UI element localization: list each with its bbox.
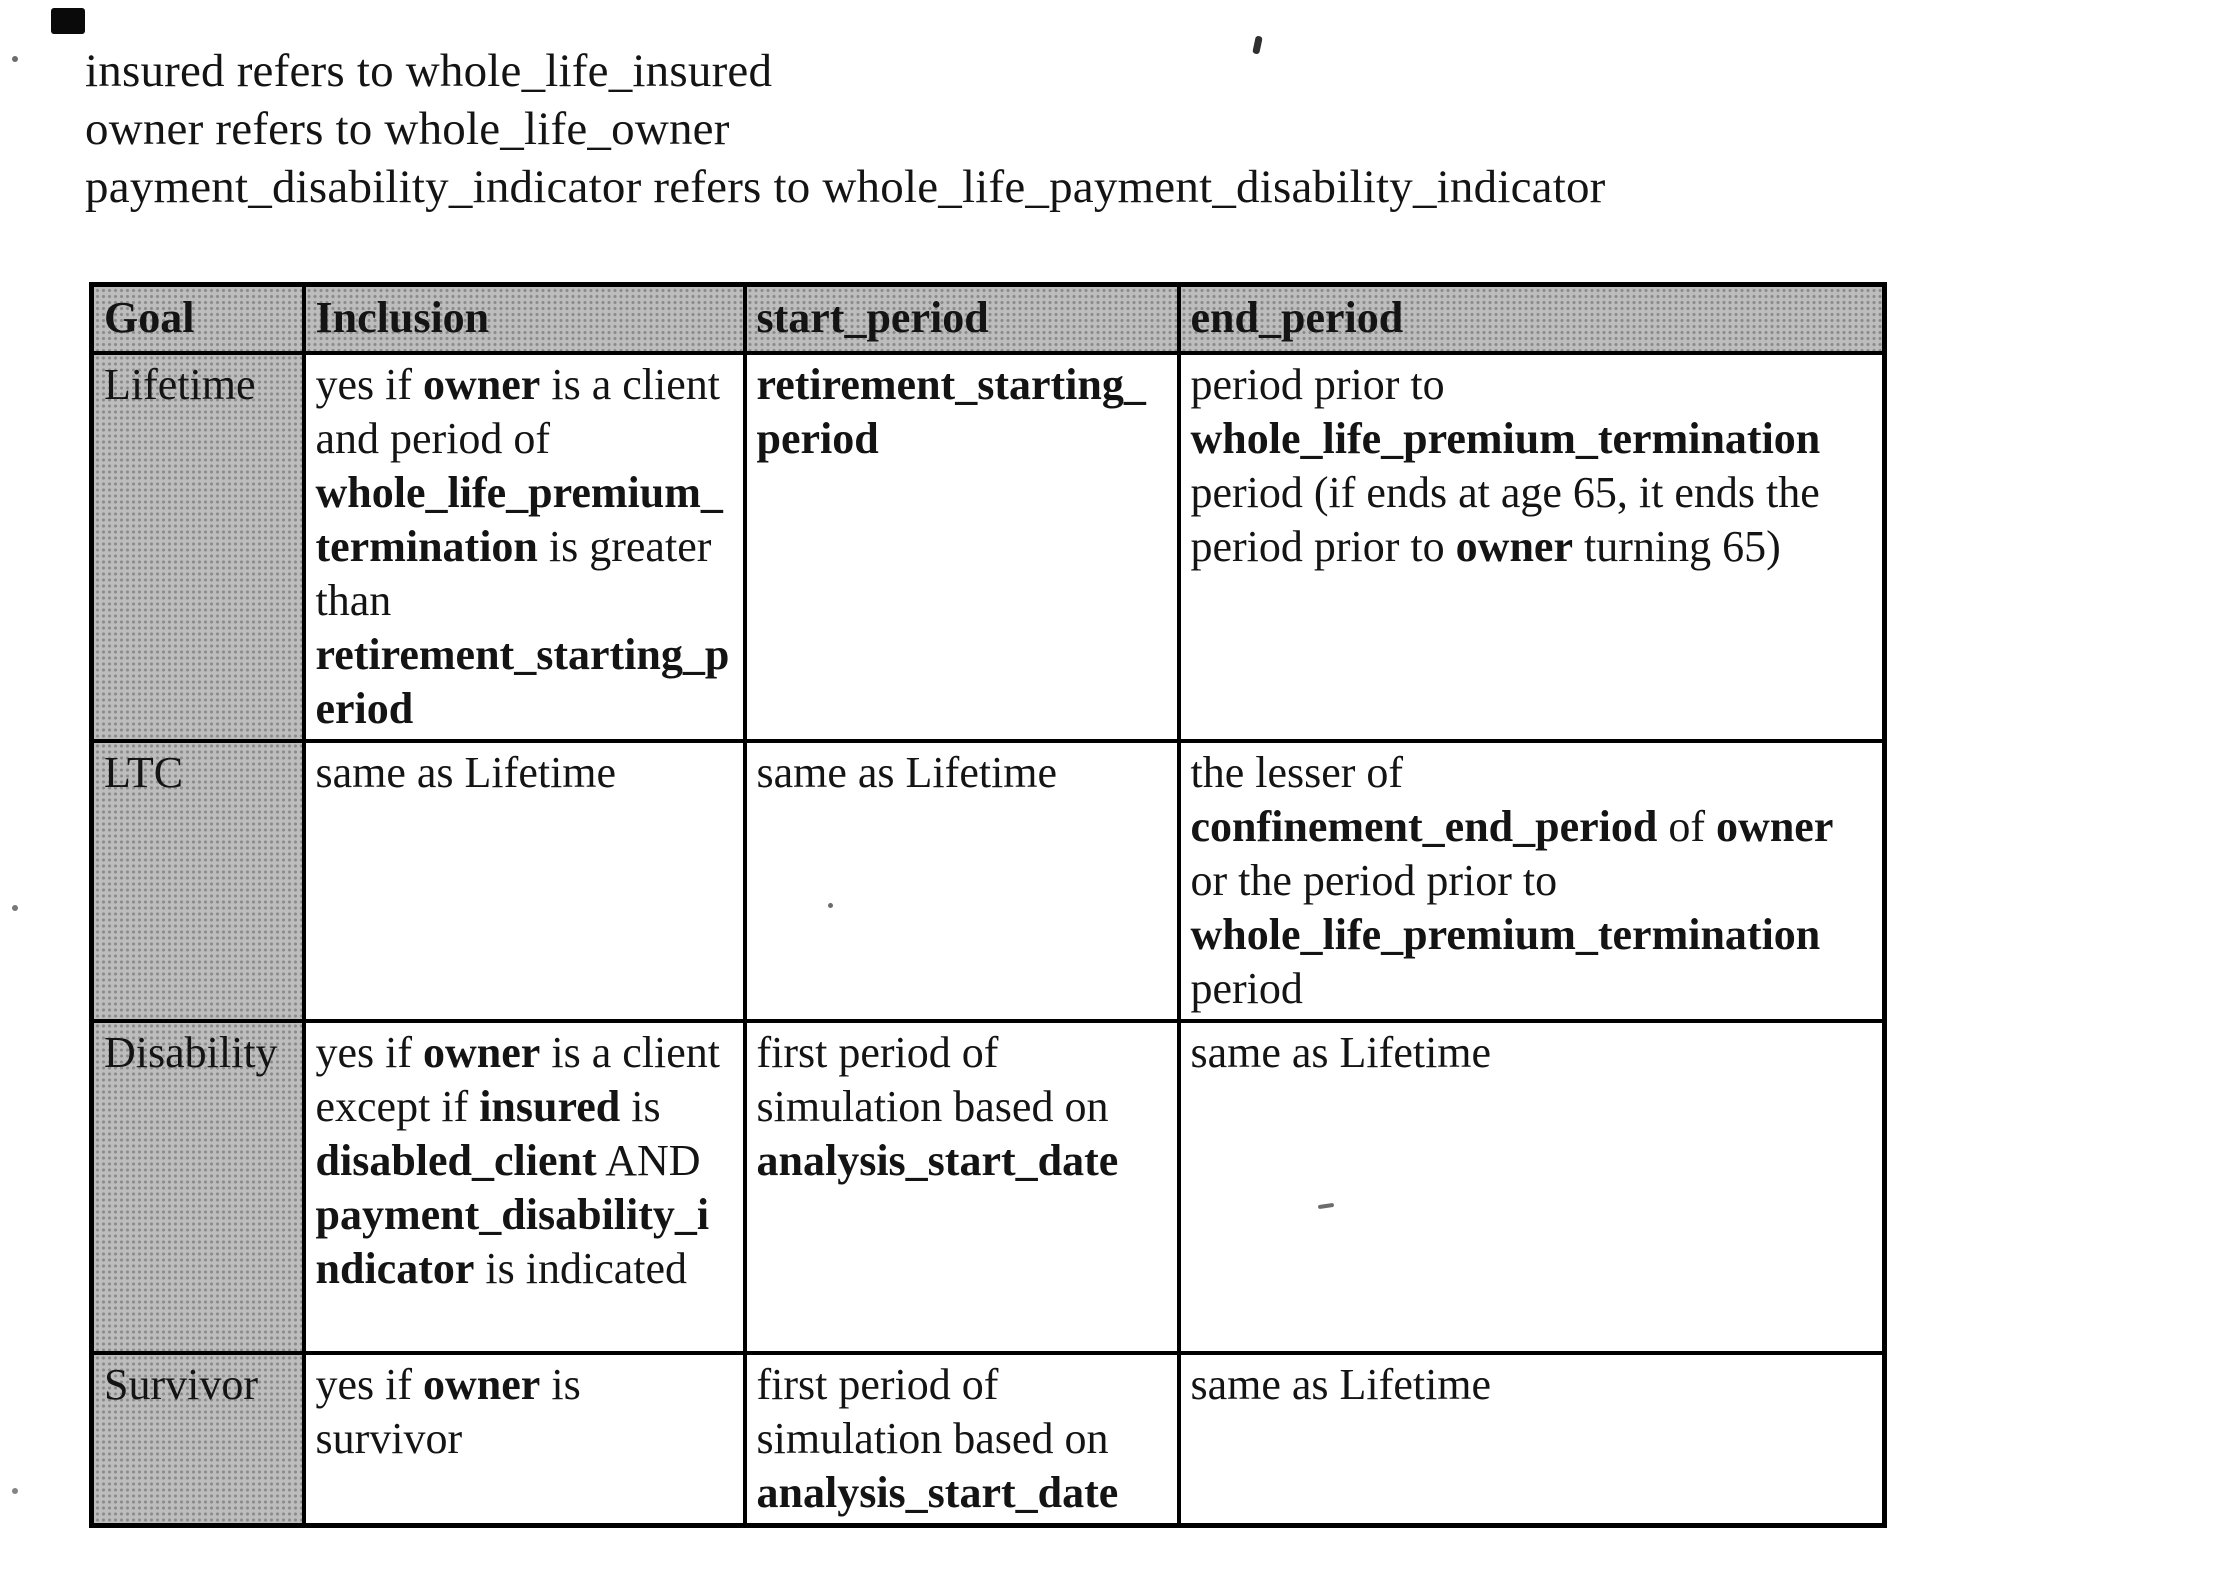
scan-artifact — [12, 56, 18, 62]
inclusion-cell-lifetime: yes if owner is a client and period of whole_life_premium_termination is greater than retirement_starting_period — [304, 353, 745, 741]
scan-artifact — [12, 1488, 18, 1494]
goal-cell-survivor: Survivor — [92, 1353, 304, 1526]
table-row-ltc — [92, 741, 1885, 1021]
start-period-cell-ltc: same as Lifetime — [745, 741, 1179, 1021]
goal-period-table — [89, 282, 1887, 1528]
header-end-period: end_period — [1179, 285, 1885, 353]
goal-cell-disability: Disability — [92, 1021, 304, 1353]
scan-artifact — [12, 905, 18, 911]
header-inclusion: Inclusion — [304, 285, 745, 353]
start-period-cell-lifetime: retirement_starting_period — [745, 353, 1179, 741]
table-header-row — [92, 285, 1885, 353]
note-insured: insured refers to whole_life_insured — [85, 45, 773, 97]
scan-artifact — [51, 8, 85, 34]
end-period-cell-disability: same as Lifetime — [1179, 1021, 1885, 1353]
end-period-cell-lifetime: period prior to whole_life_premium_termination period (if ends at age 65, it ends the period prior to owner turning 65) — [1179, 353, 1885, 741]
goal-cell-ltc: LTC — [92, 741, 304, 1021]
inclusion-cell-ltc: same as Lifetime — [304, 741, 745, 1021]
inclusion-cell-survivor: yes if owner is survivor — [304, 1353, 745, 1526]
table-row-disability — [92, 1021, 1885, 1353]
start-period-cell-disability: first period of simulation based on analysis_start_date — [745, 1021, 1179, 1353]
header-goal: Goal — [92, 285, 304, 353]
end-period-cell-ltc: the lesser of confinement_end_period of owner or the period prior to whole_life_premium_termination period — [1179, 741, 1885, 1021]
table-row-survivor — [92, 1353, 1885, 1526]
note-owner: owner refers to whole_life_owner — [85, 103, 730, 155]
header-start-period: start_period — [745, 285, 1179, 353]
reference-notes — [85, 42, 1606, 216]
inclusion-cell-disability: yes if owner is a client except if insured is disabled_client AND payment_disability_indicator is indicated — [304, 1021, 745, 1353]
end-period-cell-survivor: same as Lifetime — [1179, 1353, 1885, 1526]
note-payment-disability: payment_disability_indicator refers to whole_life_payment_disability_indicator — [85, 161, 1606, 213]
start-period-cell-survivor: first period of simulation based on analysis_start_date — [745, 1353, 1179, 1526]
table-row-lifetime — [92, 353, 1885, 741]
goal-cell-lifetime: Lifetime — [92, 353, 304, 741]
